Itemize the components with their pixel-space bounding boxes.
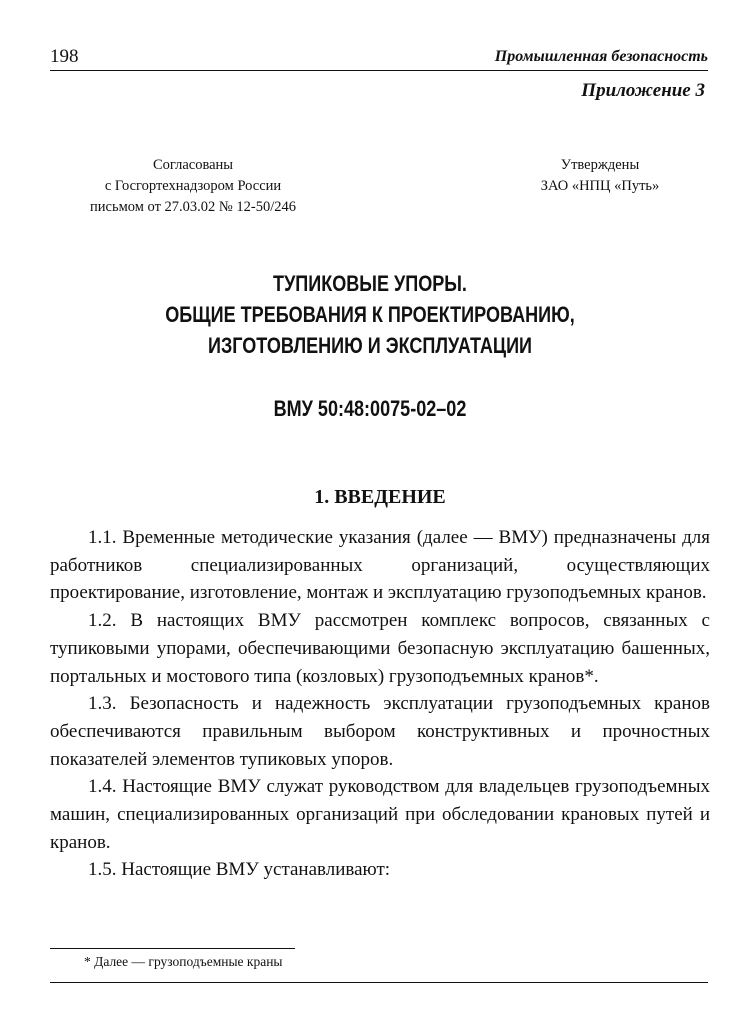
paragraph: 1.5. Настоящие ВМУ устанавливают: xyxy=(88,859,391,881)
approval-agreed-line: с Госгортехнадзором России xyxy=(104,178,282,194)
appendix-label: Приложение 3 xyxy=(581,80,705,101)
bottom-divider xyxy=(50,982,708,983)
section-body xyxy=(50,524,710,884)
document-title xyxy=(116,268,624,361)
paragraph: 1.2. В настоящих ВМУ рассмотрен комплекс вопросов, связанных с тупиковыми упорами, обеспечивающими безопасную эксплуатацию башенных, портальных и мостового типа (козловых) грузоподъемных кранов*. xyxy=(50,610,710,687)
approval-agreed-line: Согласованы xyxy=(152,157,234,173)
paragraph: 1.1. Временные методические указания (далее — ВМУ) предназначены для работников специализированных организаций, осуществляющих проектирование, изготовление, монтаж и эксплуатацию грузоподъемных кранов. xyxy=(50,527,710,604)
page-header xyxy=(50,44,708,71)
title-line: ТУПИКОВЫЕ УПОРЫ. xyxy=(273,271,467,296)
approval-approved-block xyxy=(520,155,680,197)
document-code: ВМУ 50:48:0075-02–02 xyxy=(273,396,467,421)
title-line: ИЗГОТОВЛЕНИЮ И ЭКСПЛУАТАЦИИ xyxy=(207,333,533,358)
page-number: 198 xyxy=(50,46,79,67)
paragraph: 1.3. Безопасность и надежность эксплуатации грузоподъемных кранов обеспечиваются правильным выбором конструктивных и прочностных показателей элементов тупиковых упоров. xyxy=(50,693,710,770)
approval-approved-line: ЗАО «НПЦ «Путь» xyxy=(540,178,660,194)
running-title: Промышленная безопасность xyxy=(494,48,708,65)
footnote-divider xyxy=(50,948,295,949)
title-line: ОБЩИЕ ТРЕБОВАНИЯ К ПРОЕКТИРОВАНИЮ, xyxy=(165,302,575,327)
approval-agreed-line: письмом от 27.03.02 № 12-50/246 xyxy=(90,199,296,215)
approval-approved-line: Утверждены xyxy=(560,157,640,173)
section-heading: 1. ВВЕДЕНИЕ xyxy=(314,486,446,508)
paragraph: 1.4. Настоящие ВМУ служат руководством для владельцев грузоподъемных машин, специализированных организаций при обследовании крановых путей и кранов. xyxy=(50,776,710,853)
footnote: * Далее — грузоподъемные краны xyxy=(84,954,283,969)
approval-agreed-block xyxy=(48,155,338,218)
